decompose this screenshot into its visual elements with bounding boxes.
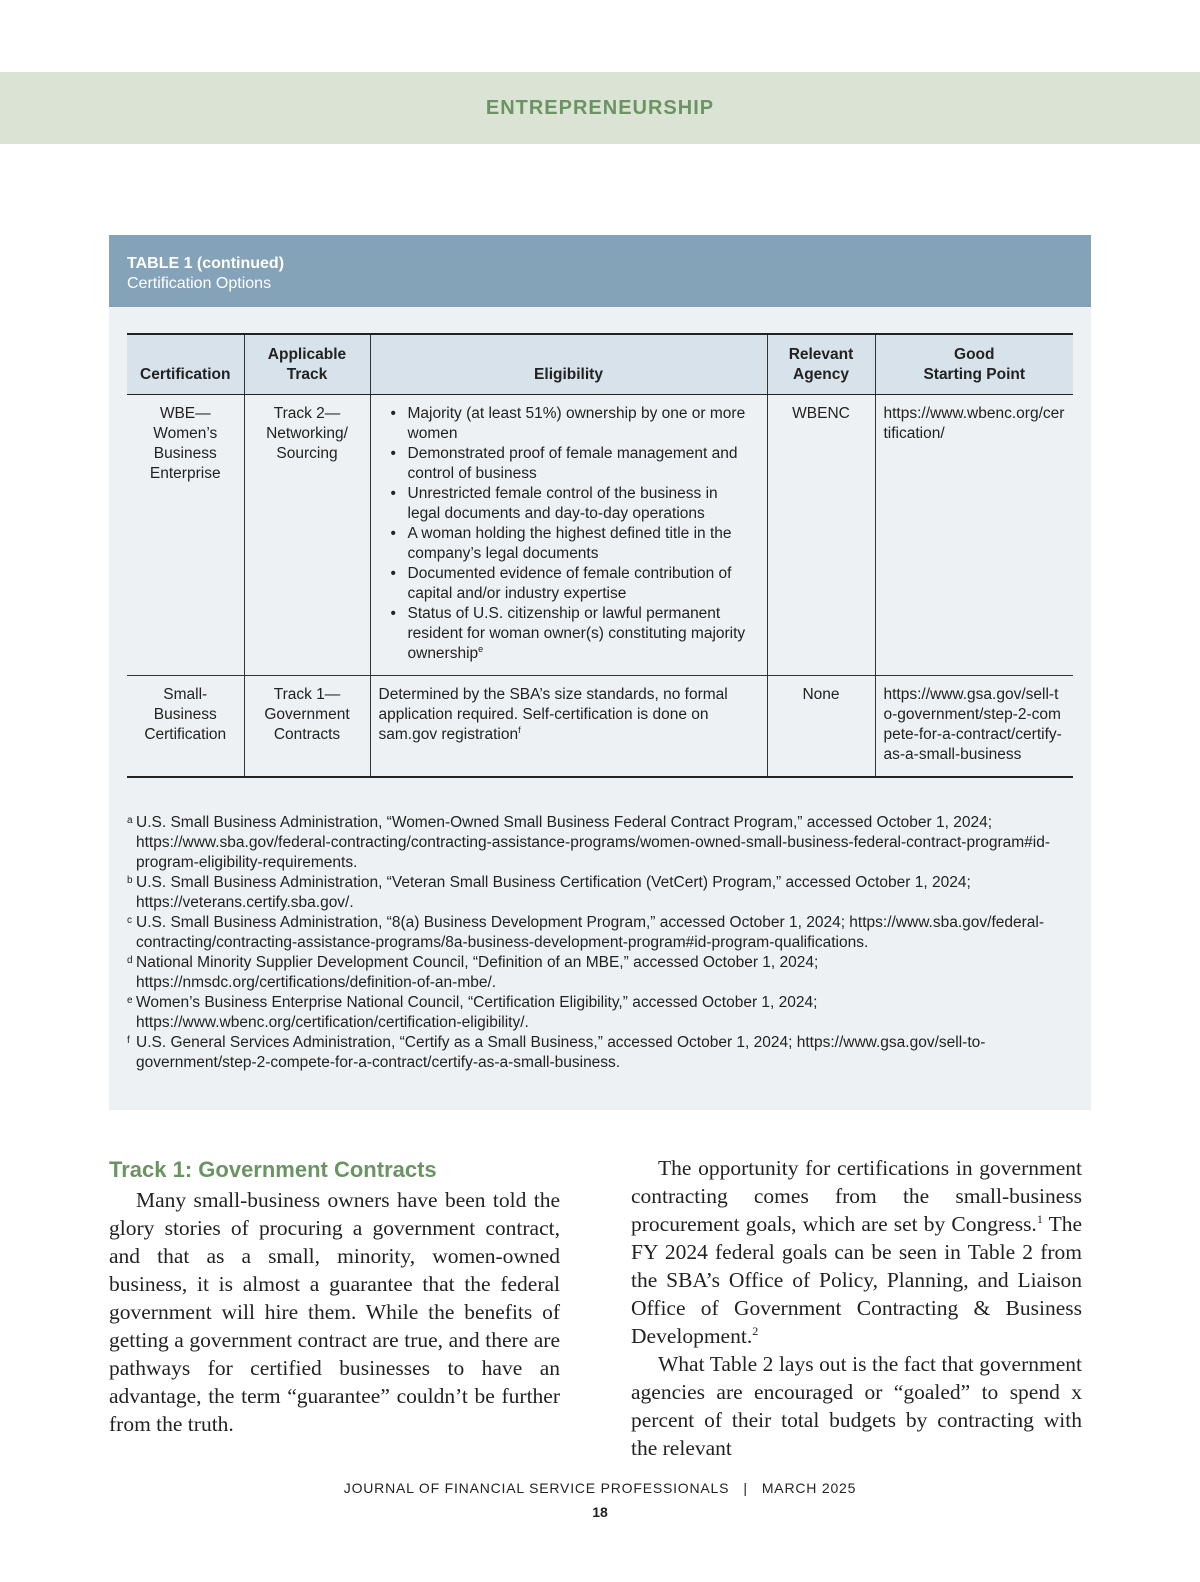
- section-title: ENTREPRENEURSHIP: [485, 96, 715, 119]
- article-column-left: [109, 1154, 560, 1438]
- footnote-ref: e: [478, 643, 484, 654]
- column-header-applicable-track: Applicable Track: [244, 334, 370, 395]
- table-footnotes: [127, 813, 1067, 1073]
- table-row: [127, 676, 1073, 778]
- article-paragraph: The opportunity for certifications in government contracting comes from the small-business procurement goals, which are set by Congress.$^1$ The FY 2024 federal goals can be seen in Table 2 from the SBA’s Office of Policy, Planning, and Liaison Office of Government Contracting & Business Development.$^2$: [631, 1156, 1082, 1348]
- eligibility-list: [371, 404, 759, 664]
- eligibility-item: • Demonstrated proof of female management and control of business: [371, 444, 759, 484]
- journal-name: JOURNAL OF FINANCIAL SERVICE PROFESSIONALS | MARCH 2025: [343, 1480, 857, 1496]
- table-subtitle: Certification Options: [127, 275, 272, 292]
- eligibility-item: • Documented evidence of female contribution of capital and/or industry expertise: [371, 564, 759, 604]
- footnote: d National Minority Supplier Development Council, “Definition of an MBE,” accessed October 1, 2024; https://nmsdc.org/certifications/definition-of-an-mbe/.: [127, 954, 819, 991]
- column-header-good-starting-point: Good Starting Point: [875, 334, 1073, 395]
- footnote: e Women’s Business Enterprise National Council, “Certification Eligibility,” accessed October 1, 2024; https://www.wbenc.org/certification/certification-eligibility/.: [127, 994, 818, 1031]
- eligibility-item: • A woman holding the highest defined title in the company’s legal documents: [371, 524, 759, 564]
- footnote: a U.S. Small Business Administration, “Women-Owned Small Business Federal Contract Program,” accessed October 1, 2024; https://www.sba.gov/federal-contracting/contracting-assistance-programs/women-owned-small-business-federal-contract-program#id-program-eligibility-requirements.: [127, 814, 1051, 871]
- table-caption: [109, 235, 1091, 307]
- footnote: c U.S. Small Business Administration, “8(a) Business Development Program,” accessed October 1, 2024; https://www.sba.gov/federal-contracting/contracting-assistance-programs/8a-business-development-program#id-program-qualifications.: [127, 914, 1045, 951]
- certification-table: [127, 333, 1073, 778]
- table-row: [127, 395, 1073, 676]
- cell-certification: WBE—Women’s Business Enterprise: [127, 395, 244, 676]
- table-title: TABLE 1 (continued): [127, 255, 285, 272]
- table-header-row: [127, 334, 1073, 395]
- cell-eligibility: Determined by the SBA’s size standards, no formal application required. Self-certification is done on sam.gov registration$^f$: [370, 676, 767, 778]
- footnote-ref: f: [518, 724, 521, 735]
- eligibility-item: • Status of U.S. citizenship or lawful permanent resident for woman owner(s) constituting majority ownership$^e$: [371, 604, 759, 664]
- footnote: f U.S. General Services Administration, “Certify as a Small Business,” accessed October 1, 2024; https://www.gsa.gov/sell-to-government/step-2-compete-for-a-contract/certify-as-a-small-business.: [127, 1034, 986, 1071]
- cell-track: Track 1—Government Contracts: [244, 676, 370, 778]
- cell-agency: WBENC: [767, 395, 875, 676]
- cell-track: Track 2—Networking/ Sourcing: [244, 395, 370, 676]
- article-paragraph: Many small-business owners have been told the glory stories of procuring a government contract, and that as a small, minority, women-owned business, it is almost a guarantee that the federal government will hire them. While the benefits of getting a government contract are true, and there are pathways for certified businesses to have an advantage, the term “guarantee” couldn’t be further from the truth.: [109, 1188, 560, 1436]
- page-footer: [0, 1478, 1200, 1522]
- article-column-right: [631, 1154, 1082, 1462]
- section-header-band: [0, 72, 1200, 144]
- article-paragraph: What Table 2 lays out is the fact that government agencies are encouraged or “goaled” to spend x percent of their total budgets by contracting with the relevant: [631, 1352, 1082, 1460]
- footnote: b U.S. Small Business Administration, “Veteran Small Business Certification (VetCert) Program,” accessed October 1, 2024; https://veterans.certify.sba.gov/.: [127, 874, 971, 911]
- table-container: [109, 235, 1091, 1110]
- column-header-relevant-agency: Relevant Agency: [767, 334, 875, 395]
- cell-starting-point-link[interactable]: https://www.wbenc.org/certification/: [875, 395, 1073, 676]
- column-header-eligibility: Eligibility: [370, 334, 767, 395]
- cell-certification: Small-Business Certification: [127, 676, 244, 778]
- column-header-certification: Certification: [127, 334, 244, 395]
- cell-eligibility: [370, 395, 767, 676]
- endnote-ref: 1: [1036, 1211, 1043, 1226]
- endnote-ref: 2: [752, 1323, 759, 1338]
- cell-starting-point-link[interactable]: https://www.gsa.gov/sell-to-government/step-2-compete-for-a-contract/certify-as-a-small-business: [875, 676, 1073, 778]
- page-number: 18: [592, 1504, 608, 1520]
- cell-agency: None: [767, 676, 875, 778]
- article-heading: Track 1: Government Contracts: [109, 1157, 437, 1182]
- eligibility-item: • Majority (at least 51%) ownership by one or more women: [371, 404, 759, 444]
- eligibility-item: • Unrestricted female control of the business in legal documents and day-to-day operations: [371, 484, 759, 524]
